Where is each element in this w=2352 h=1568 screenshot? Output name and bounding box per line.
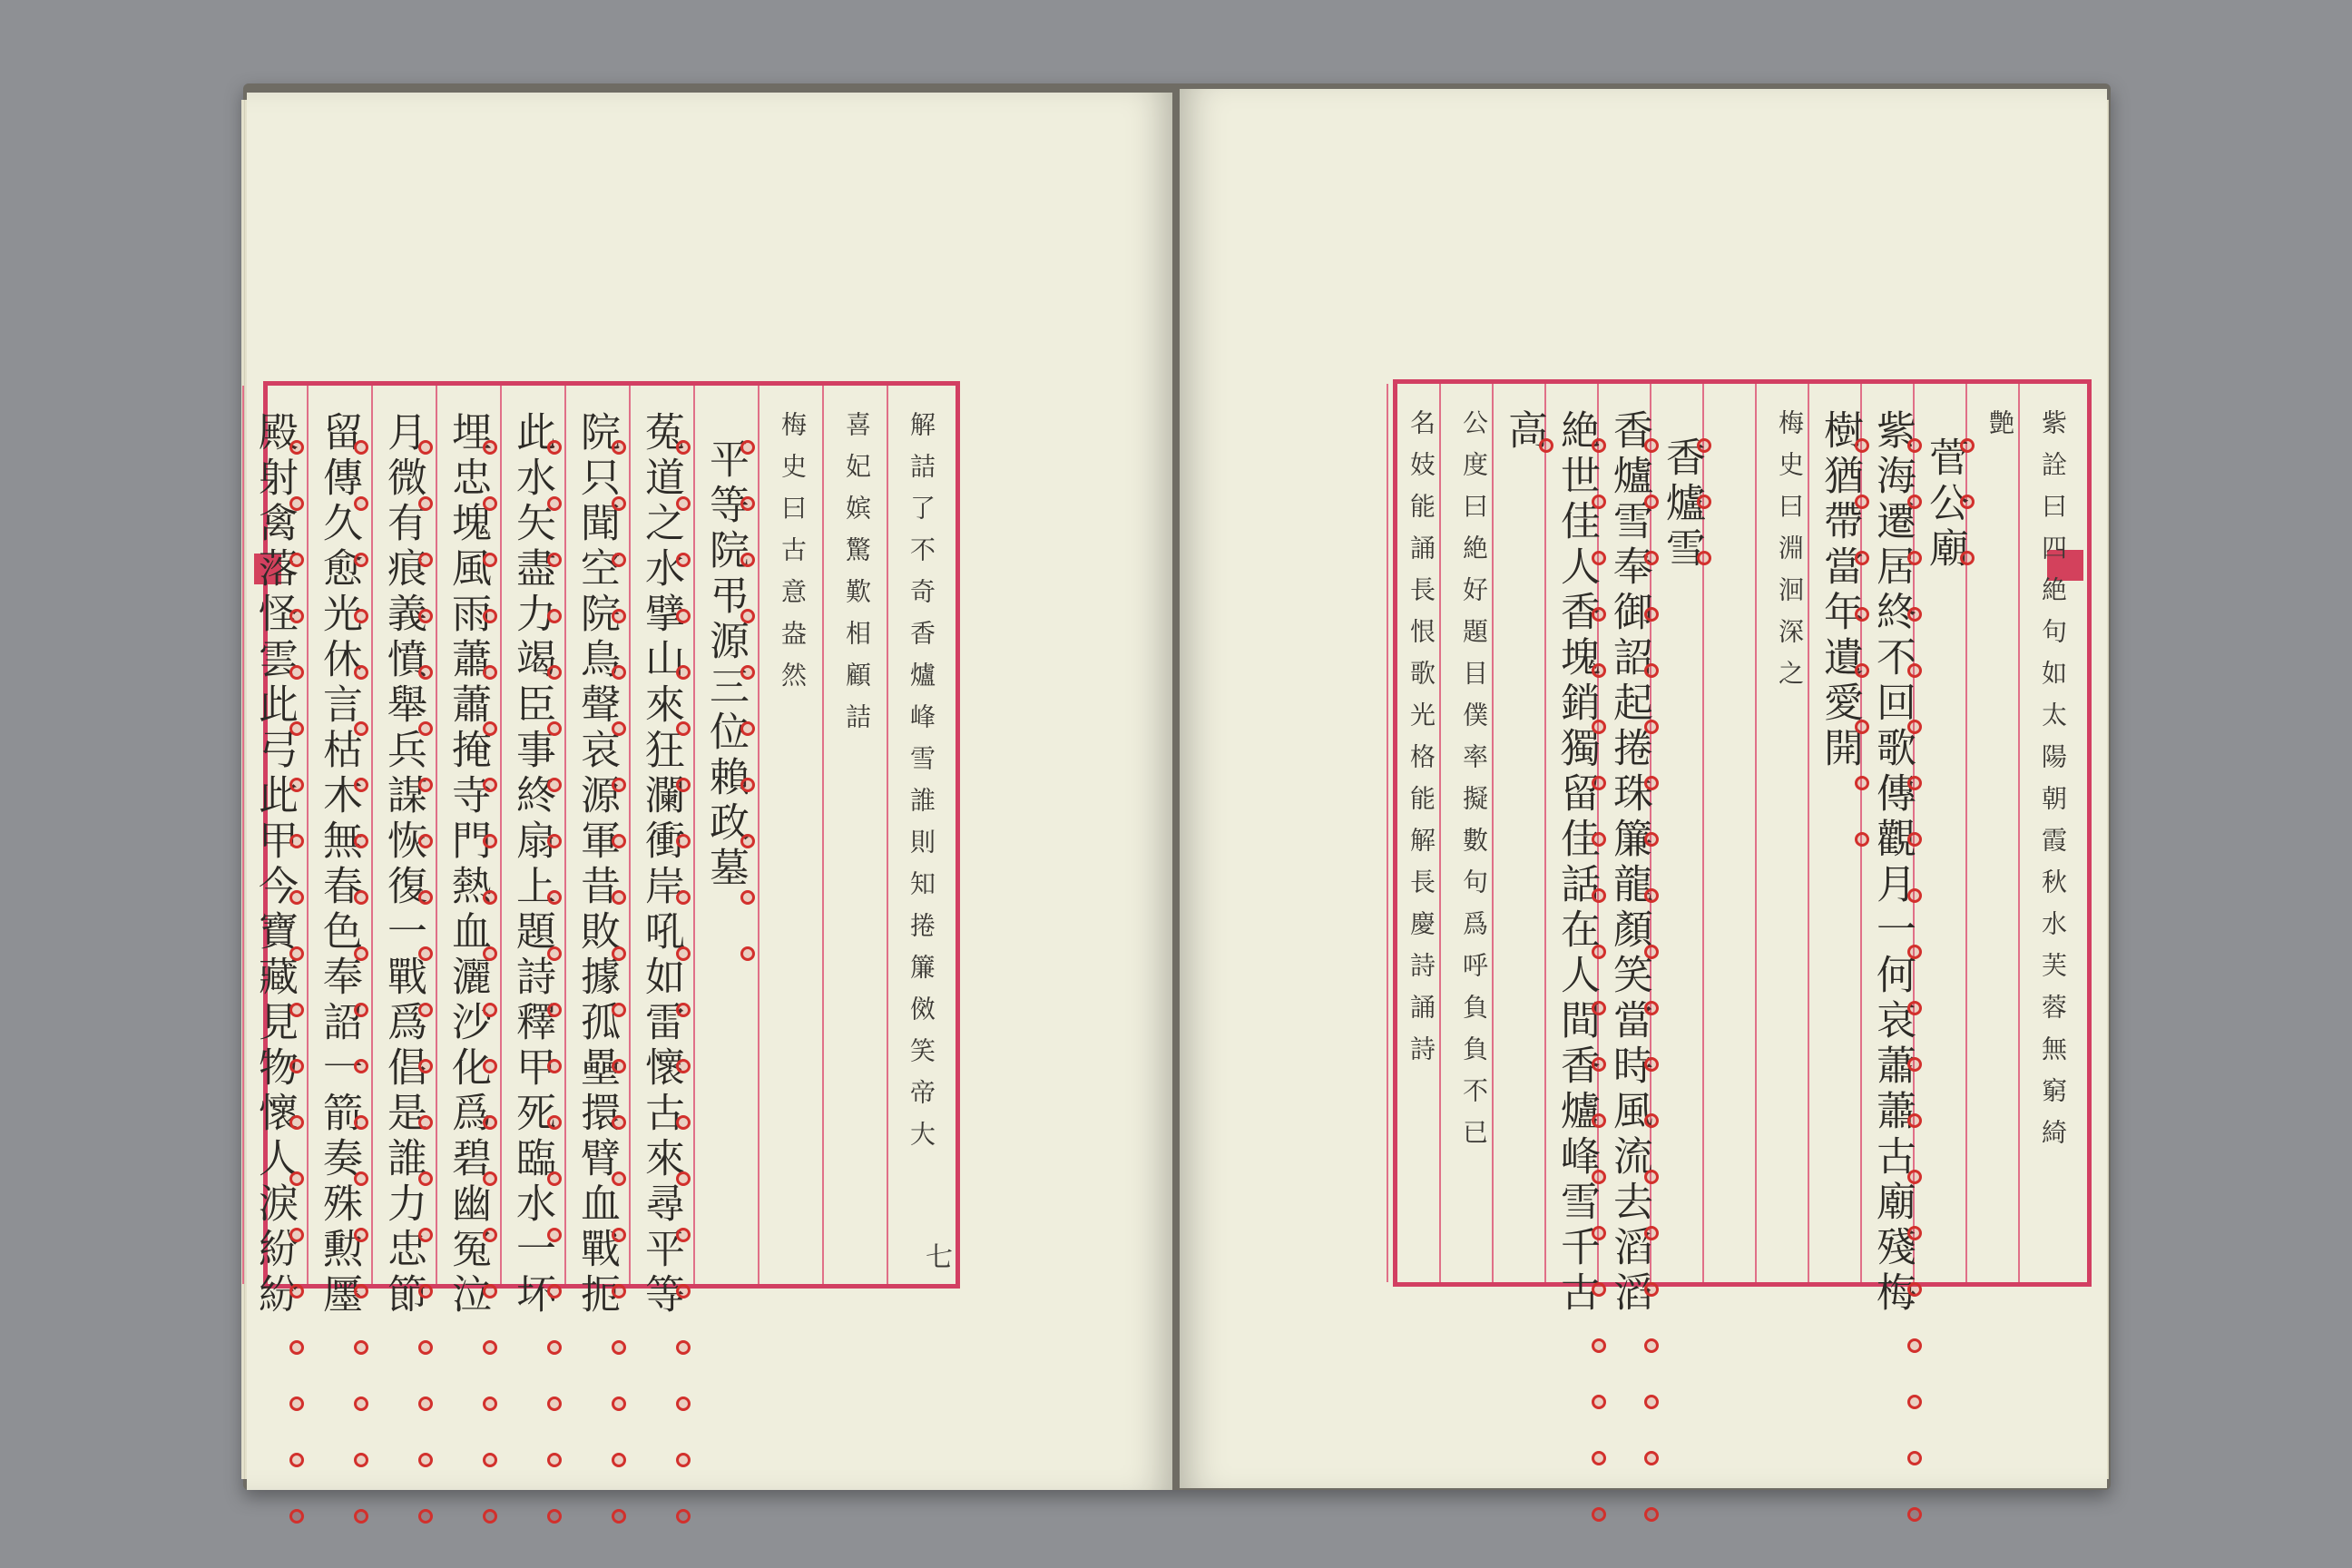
- red-circle-mark: [547, 1396, 562, 1411]
- red-circle-mark: [1855, 720, 1869, 734]
- text-column: [1390, 384, 1446, 1282]
- red-circle-mark: [418, 946, 433, 961]
- red-circle-mark: [1644, 1113, 1659, 1128]
- red-circle-mark: [289, 890, 304, 905]
- red-circle-mark: [1592, 888, 1606, 903]
- red-circle-mark: [1644, 1507, 1659, 1522]
- red-circle-mark: [547, 1115, 562, 1130]
- column-rule: [242, 386, 244, 1284]
- commentary-text: 梅史曰淵洄深之: [1775, 409, 1805, 701]
- red-circle-mark: [612, 946, 626, 961]
- red-circle-mark: [418, 834, 433, 848]
- red-circle-mark: [612, 1284, 626, 1298]
- red-circle-mark: [1855, 663, 1869, 678]
- red-circle-mark: [289, 1228, 304, 1242]
- red-circle-mark: [612, 1059, 626, 1073]
- red-circle-mark: [289, 496, 304, 511]
- red-circle-mark: [676, 1003, 691, 1017]
- column-rule: [307, 386, 309, 1284]
- red-circle-mark: [483, 665, 497, 680]
- column-rule: [436, 386, 437, 1284]
- red-circle-mark: [1855, 832, 1869, 847]
- column-rule: [500, 386, 502, 1284]
- red-circle-mark: [483, 1509, 497, 1524]
- red-circle-mark: [289, 1171, 304, 1186]
- red-circle-mark: [1644, 832, 1659, 847]
- red-circle-mark: [418, 1340, 433, 1355]
- red-circle-mark: [354, 834, 368, 848]
- text-column: [890, 386, 946, 1284]
- red-circle-mark: [289, 1284, 304, 1298]
- red-circle-mark: [354, 440, 368, 455]
- red-circle-mark: [676, 1059, 691, 1073]
- text-column: [1548, 384, 1604, 1317]
- red-circle-mark: [547, 440, 562, 455]
- red-circle-mark: [1907, 607, 1922, 622]
- red-circle-mark: [1592, 551, 1606, 565]
- red-circle-mark: [354, 1396, 368, 1411]
- red-circle-mark: [676, 665, 691, 680]
- red-circle-mark: [740, 946, 755, 961]
- red-circle-mark: [1855, 438, 1869, 453]
- column-rule: [371, 386, 373, 1284]
- red-circle-mark: [354, 553, 368, 567]
- red-circle-mark: [1644, 1226, 1659, 1240]
- text-column: [1443, 384, 1499, 1282]
- commentary-text: 紫詮曰四絶句如太陽朝霞秋水芙蓉無窮綺: [2038, 409, 2068, 1161]
- red-circle-mark: [547, 1171, 562, 1186]
- red-circle-mark: [547, 1453, 562, 1467]
- red-circle-mark: [612, 1340, 626, 1355]
- red-circle-mark: [1907, 663, 1922, 678]
- red-circle-mark: [1907, 551, 1922, 565]
- commentary-text: 梅史曰古意盎然: [778, 411, 808, 703]
- red-circle-mark: [547, 496, 562, 511]
- red-circle-mark: [1907, 1057, 1922, 1072]
- red-circle-mark: [483, 946, 497, 961]
- red-circle-mark: [740, 609, 755, 623]
- red-circle-mark: [1644, 945, 1659, 959]
- red-circle-mark: [612, 890, 626, 905]
- red-circle-mark: [547, 890, 562, 905]
- red-circle-mark: [676, 1340, 691, 1355]
- text-column: [1653, 384, 1710, 1282]
- right-text-frame: [1393, 379, 2092, 1317]
- text-column: [504, 386, 560, 1318]
- text-column: [1916, 384, 1973, 1282]
- poem-line: 殿射禽落怪雲此弓此甲今寶藏見物懷人淚紛紛: [251, 411, 298, 1318]
- red-circle-mark: [483, 1115, 497, 1130]
- red-circle-mark: [1907, 1282, 1922, 1297]
- red-circle-mark: [547, 778, 562, 792]
- red-circle-mark: [483, 1396, 497, 1411]
- red-circle-mark: [1592, 1451, 1606, 1465]
- red-circle-mark: [612, 1396, 626, 1411]
- text-column: [246, 386, 302, 1318]
- red-circle-mark: [1907, 438, 1922, 453]
- red-circle-mark: [483, 1340, 497, 1355]
- red-circle-mark: [1697, 495, 1711, 509]
- red-circle-mark: [483, 778, 497, 792]
- red-circle-mark: [418, 721, 433, 736]
- red-circle-mark: [612, 609, 626, 623]
- red-circle-mark: [1697, 551, 1711, 565]
- text-column: [1601, 384, 1657, 1317]
- red-circle-mark: [289, 440, 304, 455]
- poem-title: 香爐雪: [1659, 436, 1705, 573]
- red-circle-mark: [676, 1509, 691, 1524]
- poem-line: 樹猶帶當年遺愛開: [1817, 409, 1863, 772]
- red-circle-mark: [1592, 1226, 1606, 1240]
- red-circle-mark: [1644, 1282, 1659, 1297]
- text-column: [375, 386, 431, 1318]
- red-circle-mark: [354, 665, 368, 680]
- red-circle-mark: [612, 440, 626, 455]
- red-circle-mark: [547, 1509, 562, 1524]
- red-circle-mark: [1907, 1226, 1922, 1240]
- red-circle-mark: [1907, 1338, 1922, 1353]
- red-circle-mark: [289, 665, 304, 680]
- red-circle-mark: [547, 721, 562, 736]
- red-circle-mark: [418, 665, 433, 680]
- red-circle-mark: [418, 1284, 433, 1298]
- text-column: [1864, 384, 1920, 1317]
- red-circle-mark: [1907, 1451, 1922, 1465]
- red-circle-mark: [547, 1340, 562, 1355]
- red-circle-mark: [612, 1003, 626, 1017]
- red-circle-mark: [289, 1059, 304, 1073]
- red-circle-mark: [676, 721, 691, 736]
- red-circle-mark: [289, 946, 304, 961]
- red-circle-mark: [676, 946, 691, 961]
- red-circle-mark: [740, 665, 755, 680]
- red-circle-mark: [1644, 888, 1659, 903]
- poem-title: 平等院弔源三位賴政墓: [702, 438, 749, 892]
- text-column: [826, 386, 882, 1284]
- red-circle-mark: [1907, 495, 1922, 509]
- commentary-text: 喜妃嫔驚歎相顧詰: [842, 411, 872, 745]
- red-circle-mark: [676, 609, 691, 623]
- red-circle-mark: [1644, 720, 1659, 734]
- red-circle-mark: [547, 946, 562, 961]
- red-circle-mark: [1644, 1170, 1659, 1184]
- red-circle-mark: [612, 1509, 626, 1524]
- red-circle-mark: [354, 1453, 368, 1467]
- red-circle-mark: [612, 1228, 626, 1242]
- red-circle-mark: [1592, 945, 1606, 959]
- poem-line: 院只聞空院鳥聲哀源軍昔敗據孤壘擐臂血戰扼: [573, 411, 620, 1318]
- red-circle-mark: [1907, 1507, 1922, 1522]
- red-circle-mark: [289, 1396, 304, 1411]
- red-circle-mark: [483, 1453, 497, 1467]
- red-circle-mark: [1960, 438, 1975, 453]
- red-circle-mark: [289, 609, 304, 623]
- red-circle-mark: [1592, 1001, 1606, 1015]
- red-circle-mark: [1592, 1170, 1606, 1184]
- red-circle-mark: [1907, 1395, 1922, 1409]
- red-circle-mark: [1697, 438, 1711, 453]
- red-circle-mark: [676, 834, 691, 848]
- red-circle-mark: [289, 834, 304, 848]
- red-circle-mark: [354, 1115, 368, 1130]
- commentary-text: 解詰了不奇香爐峰雪誰則知捲簾傚笑帝大: [906, 411, 936, 1162]
- red-circle-mark: [289, 1340, 304, 1355]
- red-circle-mark: [418, 890, 433, 905]
- column-rule: [693, 386, 695, 1284]
- text-column: [310, 386, 367, 1318]
- red-circle-mark: [289, 1115, 304, 1130]
- red-circle-mark: [1644, 495, 1659, 509]
- red-circle-mark: [354, 890, 368, 905]
- red-circle-mark: [612, 1453, 626, 1467]
- poem-line: 絶世佳人香塊銷獨留佳話在人間香爐峰雪千古: [1553, 409, 1600, 1317]
- text-column: [568, 386, 624, 1318]
- poem-line: 香爐雪奉御詔起捲珠簾龍顏笑當時風流去滔滔: [1606, 409, 1652, 1317]
- red-circle-mark: [354, 1284, 368, 1298]
- red-circle-mark: [354, 609, 368, 623]
- red-circle-mark: [418, 1059, 433, 1073]
- text-column: [1495, 384, 1552, 1282]
- red-circle-mark: [1644, 1057, 1659, 1072]
- red-circle-mark: [547, 665, 562, 680]
- red-circle-mark: [1592, 1113, 1606, 1128]
- red-circle-mark: [676, 1396, 691, 1411]
- red-circle-mark: [1644, 551, 1659, 565]
- red-circle-mark: [547, 609, 562, 623]
- red-circle-mark: [1592, 1395, 1606, 1409]
- column-rule: [629, 386, 631, 1284]
- red-circle-mark: [418, 440, 433, 455]
- red-circle-mark: [1907, 1170, 1922, 1184]
- text-column: [1811, 384, 1867, 1282]
- text-column: [1759, 384, 1815, 1282]
- red-circle-mark: [354, 778, 368, 792]
- red-circle-mark: [418, 609, 433, 623]
- text-column: [439, 386, 495, 1318]
- red-circle-mark: [740, 553, 755, 567]
- poem-line: 埋忠塊風雨蕭蕭掩寺門熱血灑沙化爲碧幽冤泣: [445, 411, 491, 1318]
- red-circle-mark: [612, 834, 626, 848]
- red-circle-mark: [676, 890, 691, 905]
- red-circle-mark: [1592, 1282, 1606, 1297]
- red-circle-mark: [289, 721, 304, 736]
- red-circle-mark: [483, 1284, 497, 1298]
- red-circle-mark: [418, 1115, 433, 1130]
- red-circle-mark: [547, 553, 562, 567]
- red-circle-mark: [1644, 663, 1659, 678]
- red-circle-mark: [612, 778, 626, 792]
- red-circle-mark: [1592, 1057, 1606, 1072]
- text-column: [761, 386, 818, 1284]
- red-circle-mark: [418, 1228, 433, 1242]
- red-circle-mark: [483, 721, 497, 736]
- poem-line: 菟道之水擘山來狂瀾衝岸吼如雷懷古來尋平等: [638, 411, 684, 1318]
- red-circle-mark: [740, 834, 755, 848]
- red-circle-mark: [1855, 551, 1869, 565]
- red-circle-mark: [483, 496, 497, 511]
- column-rule: [822, 386, 824, 1284]
- red-circle-mark: [418, 1509, 433, 1524]
- red-circle-mark: [418, 1171, 433, 1186]
- commentary-text: 艶: [1985, 409, 2015, 451]
- text-column: [2022, 384, 2078, 1282]
- red-circle-mark: [547, 1228, 562, 1242]
- red-circle-mark: [740, 721, 755, 736]
- poem-line: 留傳久愈光休言枯木無春色奉詔一箭奏殊勲㕓: [316, 411, 362, 1318]
- red-circle-mark: [612, 1171, 626, 1186]
- red-circle-mark: [1592, 495, 1606, 509]
- red-circle-mark: [418, 1003, 433, 1017]
- red-circle-mark: [483, 1003, 497, 1017]
- poem-line: 紫海遷居終不回歌傳觀月一何哀蕭蕭古廟殘梅: [1869, 409, 1916, 1317]
- red-circle-mark: [289, 1453, 304, 1467]
- red-circle-mark: [740, 890, 755, 905]
- red-circle-mark: [612, 496, 626, 511]
- red-circle-mark: [676, 440, 691, 455]
- red-circle-mark: [354, 496, 368, 511]
- red-circle-mark: [612, 553, 626, 567]
- red-circle-mark: [676, 553, 691, 567]
- red-circle-mark: [676, 1115, 691, 1130]
- text-column: [632, 386, 689, 1318]
- red-circle-mark: [1644, 776, 1659, 790]
- red-circle-mark: [1592, 1338, 1606, 1353]
- red-circle-mark: [289, 1003, 304, 1017]
- red-circle-mark: [1855, 607, 1869, 622]
- red-circle-mark: [1907, 888, 1922, 903]
- red-circle-mark: [1644, 1395, 1659, 1409]
- red-circle-mark: [483, 609, 497, 623]
- red-circle-mark: [1592, 832, 1606, 847]
- red-circle-mark: [740, 440, 755, 455]
- red-circle-mark: [1855, 776, 1869, 790]
- red-circle-mark: [483, 890, 497, 905]
- red-circle-mark: [354, 1171, 368, 1186]
- left-text-frame: [251, 381, 960, 1318]
- red-circle-mark: [354, 1340, 368, 1355]
- red-circle-mark: [676, 496, 691, 511]
- red-circle-mark: [547, 1003, 562, 1017]
- red-circle-mark: [676, 1228, 691, 1242]
- red-circle-mark: [289, 778, 304, 792]
- red-circle-mark: [1592, 1507, 1606, 1522]
- red-circle-mark: [1592, 438, 1606, 453]
- red-circle-mark: [1644, 438, 1659, 453]
- red-circle-mark: [612, 665, 626, 680]
- poem-line: 此水矢盡力竭臣事終扇上題詩釋甲死臨水一坏: [509, 411, 555, 1318]
- red-circle-mark: [354, 1509, 368, 1524]
- red-circle-mark: [483, 553, 497, 567]
- red-circle-mark: [676, 1284, 691, 1298]
- red-circle-mark: [1907, 1001, 1922, 1015]
- red-circle-mark: [483, 440, 497, 455]
- red-circle-mark: [676, 1453, 691, 1467]
- red-circle-mark: [1907, 720, 1922, 734]
- column-rule: [564, 386, 566, 1284]
- red-circle-mark: [676, 1171, 691, 1186]
- red-circle-mark: [1539, 438, 1553, 453]
- commentary-text: 公度曰絶好題目僕率擬數句爲呼負負不已: [1459, 409, 1489, 1161]
- red-circle-mark: [418, 496, 433, 511]
- red-circle-mark: [1592, 776, 1606, 790]
- red-circle-mark: [418, 778, 433, 792]
- red-circle-mark: [289, 1509, 304, 1524]
- red-circle-mark: [547, 1059, 562, 1073]
- red-circle-mark: [418, 1453, 433, 1467]
- red-circle-mark: [483, 834, 497, 848]
- red-circle-mark: [547, 1284, 562, 1298]
- red-circle-mark: [1592, 663, 1606, 678]
- column-rule: [1387, 384, 1388, 1282]
- text-column: [1969, 384, 2025, 1282]
- column-rule: [758, 386, 760, 1284]
- red-circle-mark: [418, 1396, 433, 1411]
- poem-line: 高: [1501, 409, 1547, 455]
- red-circle-mark: [289, 553, 304, 567]
- red-circle-mark: [354, 1059, 368, 1073]
- red-circle-mark: [354, 1003, 368, 1017]
- poem-title: 菅公廟: [1922, 436, 1968, 573]
- red-circle-mark: [1855, 495, 1869, 509]
- red-circle-mark: [354, 946, 368, 961]
- red-circle-mark: [1907, 945, 1922, 959]
- red-circle-mark: [483, 1059, 497, 1073]
- commentary-text: 名妓能誦長恨歌光格能解長慶詩誦詩: [1406, 409, 1436, 1077]
- red-circle-mark: [547, 834, 562, 848]
- page-number: 七: [920, 1242, 952, 1269]
- column-rule: [887, 386, 888, 1284]
- red-circle-mark: [676, 778, 691, 792]
- red-circle-mark: [1644, 607, 1659, 622]
- red-circle-mark: [1960, 551, 1975, 565]
- text-column: [697, 386, 753, 1284]
- red-circle-mark: [1907, 776, 1922, 790]
- text-column: [1706, 384, 1762, 1282]
- red-circle-mark: [1644, 1001, 1659, 1015]
- red-circle-mark: [1644, 1451, 1659, 1465]
- red-circle-mark: [1907, 1113, 1922, 1128]
- red-circle-mark: [612, 1115, 626, 1130]
- red-circle-mark: [1644, 1338, 1659, 1353]
- red-circle-mark: [740, 778, 755, 792]
- red-circle-mark: [1907, 832, 1922, 847]
- red-circle-mark: [354, 721, 368, 736]
- red-circle-mark: [483, 1228, 497, 1242]
- poem-line: 月微有痕義憤舉兵謀恢復一戰爲倡是誰力忠節: [380, 411, 426, 1318]
- red-circle-mark: [354, 1228, 368, 1242]
- red-circle-mark: [740, 496, 755, 511]
- red-circle-mark: [612, 721, 626, 736]
- red-circle-mark: [1592, 720, 1606, 734]
- red-circle-mark: [483, 1171, 497, 1186]
- red-circle-mark: [1960, 495, 1975, 509]
- red-circle-mark: [1592, 607, 1606, 622]
- red-circle-mark: [418, 553, 433, 567]
